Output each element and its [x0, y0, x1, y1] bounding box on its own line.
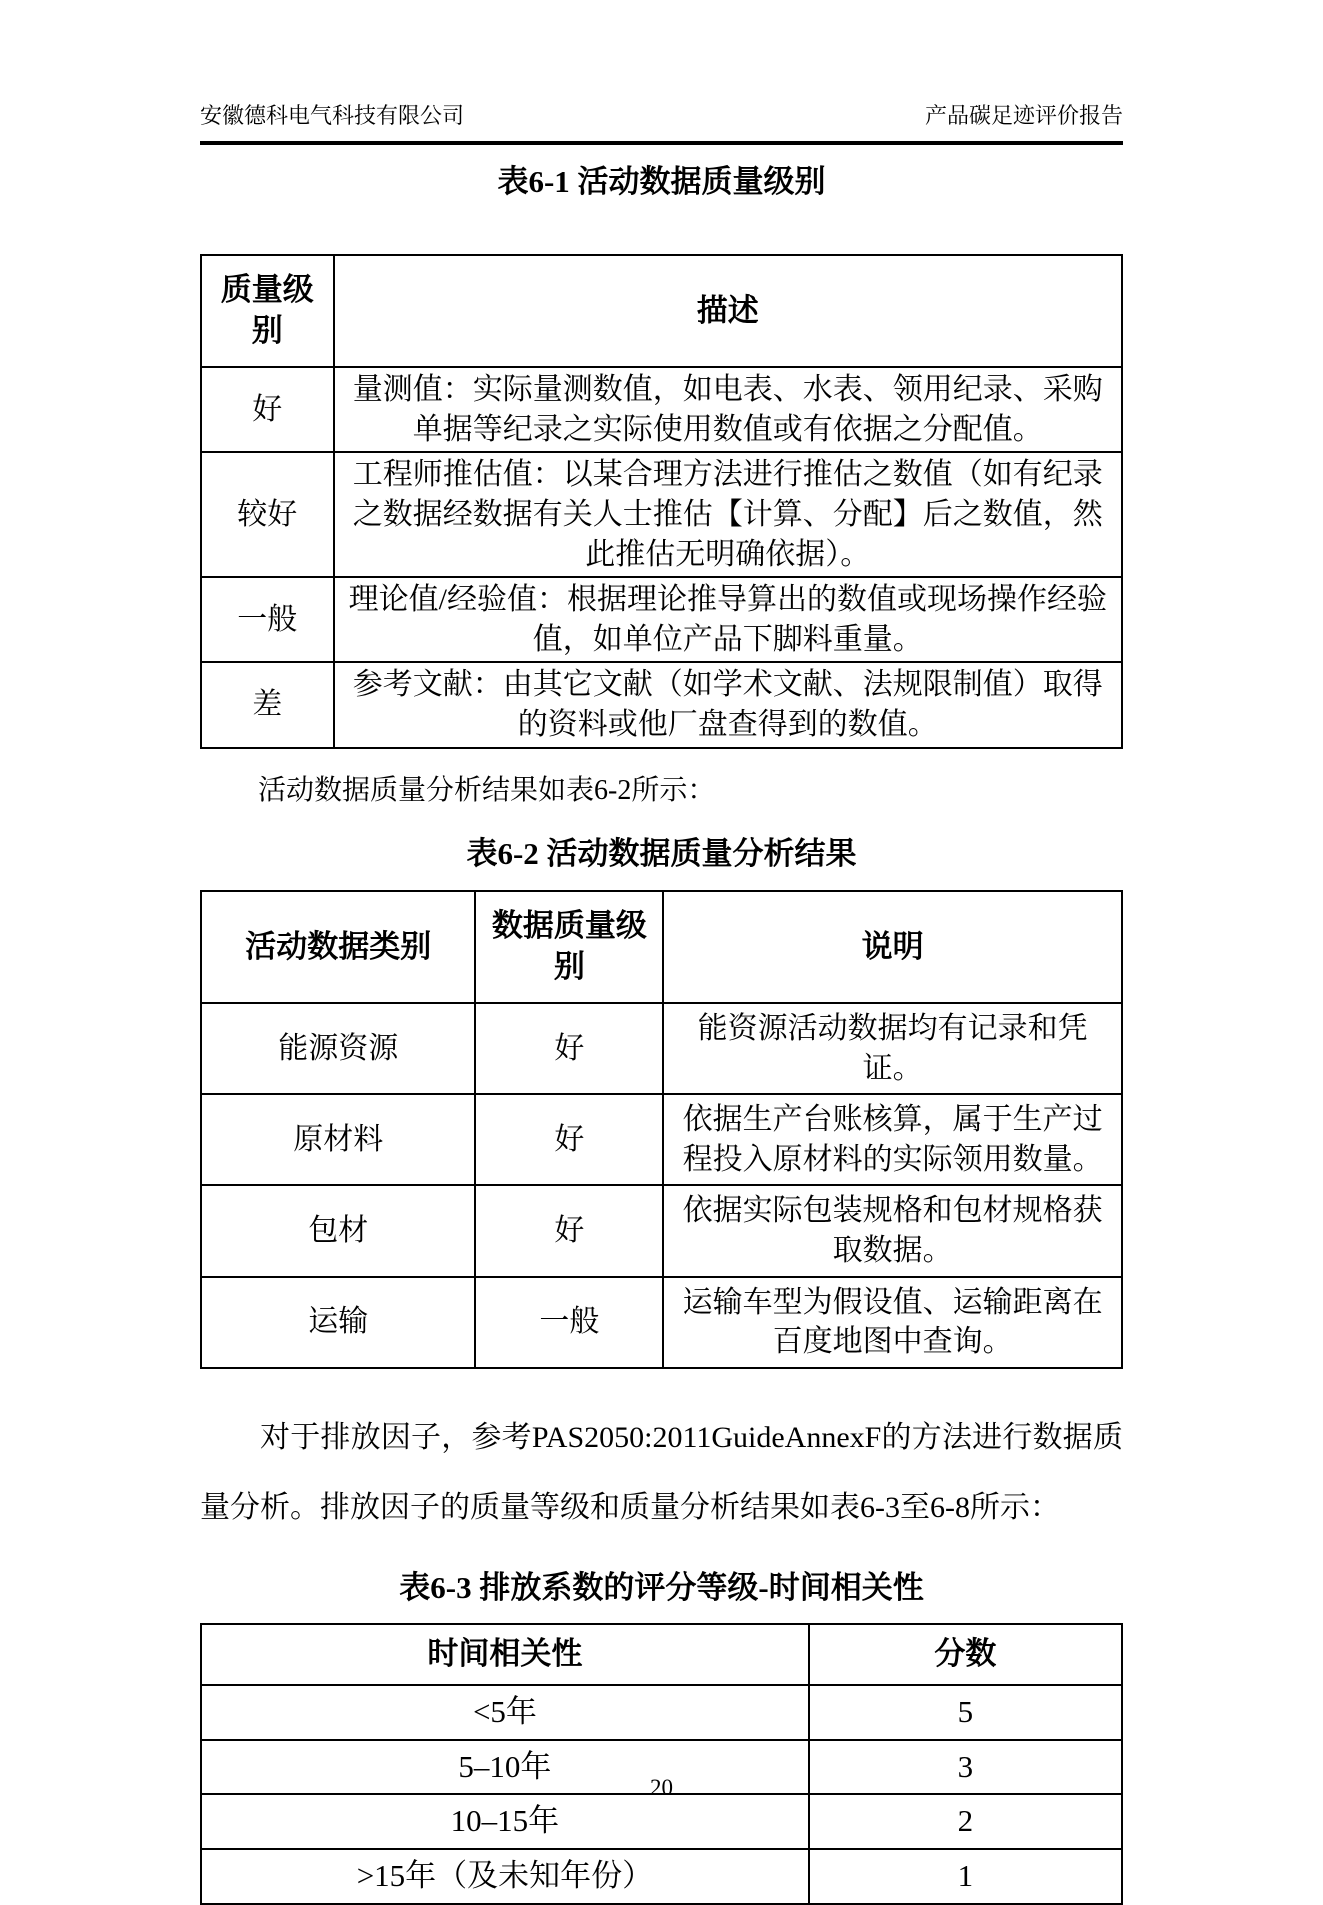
quality-level-cell: 差: [201, 662, 334, 747]
table-row: [201, 1849, 1122, 1904]
table-6-3: [200, 1623, 1123, 1905]
table-row: [201, 1003, 1122, 1094]
table-6-2-caption: 表6-2 活动数据质量分析结果: [466, 835, 857, 871]
description-cell: 工程师推估值：以某合理方法进行推估之数值（如有纪录之数据经数据有关人士推估【计算、分配】后之数值，然此推估无明确依据）。: [334, 452, 1122, 577]
table-row: [201, 1094, 1122, 1185]
report-title: 产品碳足迹评价报告: [924, 103, 1123, 128]
time-range-cell: >15年（及未知年份）: [201, 1849, 809, 1904]
table-6-3-header-score: 分数: [809, 1624, 1122, 1685]
category-cell: 运输: [201, 1277, 475, 1368]
description-cell: 理论值/经验值：根据理论推导算出的数值或现场操作经验值，如单位产品下脚料重量。: [334, 577, 1122, 662]
table-row: [201, 1185, 1122, 1276]
table-6-2-header-note: 说明: [663, 891, 1122, 1003]
page-number: 20: [650, 1775, 673, 1800]
time-range-cell: 5–10年: [201, 1740, 809, 1795]
table-6-3-header-row: [201, 1624, 1122, 1685]
table-6-1: [200, 254, 1123, 748]
quality-level-cell: 好: [201, 367, 334, 452]
table-6-3-header-time-relevance: 时间相关性: [201, 1624, 809, 1685]
quality-level-cell: 较好: [201, 452, 334, 577]
table-row: [201, 452, 1122, 577]
table-row: [201, 1794, 1122, 1849]
level-cell: 好: [475, 1094, 663, 1185]
running-header: [200, 104, 1123, 145]
table-6-2-intro-paragraph: 活动数据质量分析结果如表6-2所示：: [258, 774, 716, 806]
score-cell: 3: [809, 1740, 1122, 1795]
level-cell: 好: [475, 1185, 663, 1276]
category-cell: 原材料: [201, 1094, 475, 1185]
table-6-1-caption: 表6-1 活动数据质量级别: [497, 164, 826, 200]
note-cell: 运输车型为假设值、运输距离在百度地图中查询。: [663, 1277, 1122, 1368]
level-cell: 好: [475, 1003, 663, 1094]
description-cell: 参考文献：由其它文献（如学术文献、法规限制值）取得的资料或他厂盘查得到的数值。: [334, 662, 1122, 747]
time-range-cell: 10–15年: [201, 1794, 809, 1849]
note-cell: 能资源活动数据均有记录和凭证。: [663, 1003, 1122, 1094]
table-row: [201, 1277, 1122, 1368]
category-cell: 包材: [201, 1185, 475, 1276]
table-6-1-header-quality-level: 质量级别: [201, 255, 334, 367]
level-cell: 一般: [475, 1277, 663, 1368]
category-cell: 能源资源: [201, 1003, 475, 1094]
table-6-1-header-row: [201, 255, 1122, 367]
table-6-2-header-category: 活动数据类别: [201, 891, 475, 1003]
score-cell: 2: [809, 1794, 1122, 1849]
score-cell: 1: [809, 1849, 1122, 1904]
table-row: [201, 367, 1122, 452]
table-6-1-header-description: 描述: [334, 255, 1122, 367]
score-cell: 5: [809, 1685, 1122, 1740]
emission-factor-paragraph: 对于排放因子，参考PAS2050:2011GuideAnnexF的方法进行数据质量分析。排放因子的质量等级和质量分析结果如表6-3至6-8所示：: [200, 1420, 1123, 1524]
table-6-2-header-row: [201, 891, 1122, 1003]
table-row: [201, 577, 1122, 662]
note-cell: 依据生产台账核算，属于生产过程投入原材料的实际领用数量。: [663, 1094, 1122, 1185]
table-row: [201, 662, 1122, 747]
description-cell: 量测值：实际量测数值，如电表、水表、领用纪录、采购单据等纪录之实际使用数值或有依据之分配值。: [334, 367, 1122, 452]
table-6-3-caption: 表6-3 排放系数的评分等级-时间相关性: [399, 1570, 924, 1606]
time-range-cell: <5年: [201, 1685, 809, 1740]
table-6-2: [200, 890, 1123, 1369]
note-cell: 依据实际包装规格和包材规格获取数据。: [663, 1185, 1122, 1276]
quality-level-cell: 一般: [201, 577, 334, 662]
table-row: [201, 1685, 1122, 1740]
table-6-2-header-quality-level: 数据质量级别: [475, 891, 663, 1003]
company-name: 安徽德科电气科技有限公司: [200, 103, 465, 128]
page-content: [200, 0, 1123, 1905]
